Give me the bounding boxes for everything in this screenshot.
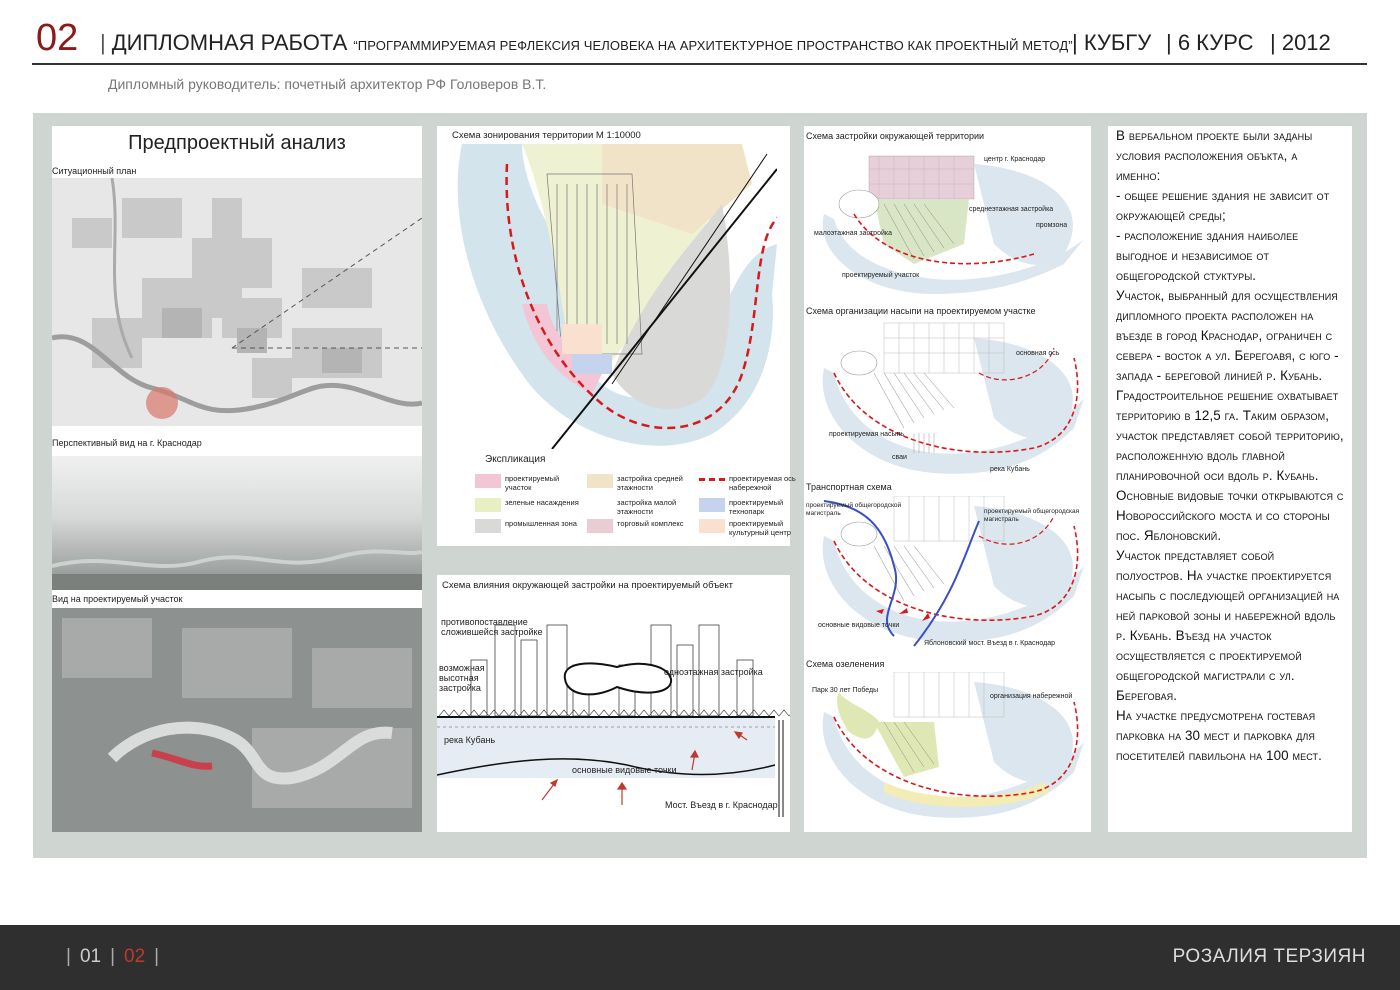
perspective-label: Перспективный вид на г. Краснодар bbox=[52, 438, 202, 448]
divider: | bbox=[154, 946, 160, 967]
year: 2012 bbox=[1281, 30, 1331, 55]
legend-swatch bbox=[475, 474, 501, 488]
course-label bbox=[1166, 30, 1254, 56]
high-rise-label: возможная высотная застройка bbox=[439, 663, 485, 693]
scheme1-industrial: промзона bbox=[1036, 222, 1068, 229]
sheet-title: ДИПЛОМНАЯ РАБОТА bbox=[111, 30, 348, 55]
divider: | bbox=[1270, 30, 1282, 55]
divider: | bbox=[1072, 30, 1084, 55]
scheme2-fill: проектируемая насыпь bbox=[829, 431, 905, 438]
description-paragraph: Участок представляет собой полуостров. На участке проектируется насыпь с последующей организацией на ней парковой зоны и набережной вдоль р. Кубань. Въезд на участок осуществляется с проектируемой общегородской магистрали с ул. Береговая. bbox=[1116, 548, 1340, 703]
legend-label: проектируемый культурный центр bbox=[729, 519, 791, 537]
legend-label: проектируемая ось набережной bbox=[729, 474, 796, 492]
view-points-label: основные видовые точки bbox=[572, 765, 677, 775]
scheme2-river: река Кубань bbox=[990, 466, 1030, 473]
scheme3-bridge: Яблоновский мост. Въезд в г. Краснодар bbox=[924, 640, 1056, 647]
legend-swatch bbox=[587, 474, 613, 488]
legend-label: застройка малой этажности bbox=[617, 498, 677, 516]
scheme3-title: Транспортная схема bbox=[806, 482, 892, 492]
situation-plan-map bbox=[52, 178, 422, 426]
page-2-current[interactable]: 02 bbox=[124, 946, 146, 967]
site-view-label: Вид на проектируемый участок bbox=[52, 594, 183, 604]
divider: | bbox=[100, 30, 106, 55]
divider: | bbox=[110, 946, 116, 967]
legend-label: проектируемый участок bbox=[505, 474, 560, 492]
description-paragraph: В вербальном проекте были заданы условия расположения объкта, а именно: bbox=[1116, 128, 1313, 183]
description-text bbox=[1116, 126, 1344, 766]
sheet-subtitle: “ПРОГРАММИРУЕМАЯ РЕФЛЕКСИЯ ЧЕЛОВЕКА НА АРХИТЕКТУРНОЕ ПРОСТРАНСТВО КАК ПРОЕКТНЫЙ МЕТОД” bbox=[353, 38, 1073, 53]
analysis-heading: Предпроектный анализ bbox=[128, 132, 346, 154]
scheme4-park: Парк 30 лет Победы bbox=[812, 687, 879, 694]
legend-swatch bbox=[699, 498, 725, 512]
supervisor: Дипломный руководитель: почетный архитектор РФ Головеров В.Т. bbox=[108, 76, 547, 92]
author-name: РОЗАЛИЯ ТЕРЗИЯН bbox=[1172, 946, 1366, 967]
legend-swatch bbox=[475, 519, 501, 533]
scheme1-site: проектируемый участок bbox=[842, 272, 920, 279]
scheme2-piles: сваи bbox=[892, 454, 907, 461]
university-label bbox=[1072, 30, 1151, 56]
scheme2-graphic bbox=[804, 318, 1091, 488]
schemes-panel bbox=[804, 126, 1091, 832]
sheet-number: 02 bbox=[36, 17, 79, 59]
description-paragraph: - расположение здания наиболее выгодное и независимое от общегородской стуктуры. bbox=[1116, 228, 1299, 283]
header-rule bbox=[32, 63, 1367, 65]
scheme1-center: центр г. Краснодар bbox=[984, 156, 1046, 163]
title-line bbox=[100, 30, 1073, 59]
scheme3-left: проектируемый общегородской магистраль bbox=[806, 502, 902, 517]
zoning-title: Схема зонирования территории М 1:10000 bbox=[452, 130, 641, 141]
scheme3-points: основные видовые точки bbox=[818, 622, 900, 629]
zoning-map bbox=[452, 144, 777, 449]
zoning-panel bbox=[437, 126, 796, 546]
river-label: река Кубань bbox=[444, 735, 496, 745]
analysis-panel bbox=[52, 126, 422, 832]
scheme1-title: Схема застройки окружающей территории bbox=[806, 131, 985, 141]
pagination bbox=[66, 946, 168, 968]
course: 6 КУРС bbox=[1177, 30, 1254, 55]
influence-diagram bbox=[437, 575, 790, 832]
university: КУБГУ bbox=[1083, 30, 1152, 55]
scheme2-title: Схема организации насыпи на проектируемом участке bbox=[806, 306, 1036, 316]
explication-title: Экспликация bbox=[485, 454, 546, 465]
influence-panel bbox=[437, 575, 790, 832]
opposition-label: противопоставление сложившейся застройке bbox=[441, 617, 543, 637]
scheme3-right: проектируемый общегородская магистраль bbox=[984, 508, 1080, 523]
low-rise-label: одноэтажная застройка bbox=[664, 667, 763, 677]
scheme4-title: Схема озеленения bbox=[806, 659, 885, 669]
city-map-graphic bbox=[52, 178, 422, 426]
scheme4-embankment: организация набережной bbox=[990, 693, 1073, 700]
situation-plan-label: Ситуационный план bbox=[52, 166, 137, 176]
divider: | bbox=[1166, 30, 1178, 55]
description-panel bbox=[1108, 126, 1352, 832]
legend-label: проектируемый технопарк bbox=[729, 498, 784, 516]
divider: | bbox=[66, 946, 71, 967]
scheme1-low: малоэтажная застройка bbox=[814, 230, 892, 237]
scheme1-mid: среднеэтажная застройка bbox=[969, 206, 1054, 213]
description-paragraph: - общее решение здания не зависит от окружающей среды; bbox=[1116, 188, 1330, 223]
page-1-link[interactable]: 01 bbox=[79, 946, 102, 967]
legend-swatch bbox=[475, 498, 501, 512]
scheme2-axis: основная ось bbox=[1016, 350, 1060, 357]
description-paragraph: Участок, выбранный для осуществления дипломного проекта расположен на въезде в город Краснодар, ограничен с севера - восток а ул. Берегоавя, с юго - запада - береговой линией р. Кубань. Градостроительное решение охватывает территорию в 12,5 га. Таким образом, участок представляет собой территорию, расположенную вдоль главной планировочной оси вдоль р. Кубань. Основные видовые точки открываются с Новороссийского моста и со стороны пос. Яблоновский. bbox=[1116, 288, 1344, 543]
perspective-photo bbox=[52, 456, 422, 590]
influence-title: Схема влияния окружающей застройки на проектируемый объект bbox=[442, 580, 734, 591]
site-view-photo bbox=[52, 608, 422, 832]
year-label bbox=[1270, 30, 1331, 56]
legend-label: торговый комплекс bbox=[617, 519, 684, 528]
site-view-photo-graphic bbox=[52, 608, 422, 832]
legend-swatch bbox=[699, 478, 725, 481]
header bbox=[0, 0, 1400, 66]
legend-label: зеленые насаждения bbox=[505, 498, 579, 507]
legend-label: промышленная зона bbox=[505, 519, 577, 528]
bridge-label: Мост. Въезд в г. Краснодар bbox=[665, 800, 778, 810]
footer bbox=[0, 925, 1400, 990]
legend-label: застройка средней этажности bbox=[617, 474, 683, 492]
perspective-photo-graphic bbox=[52, 456, 422, 590]
description-paragraph: На участке предусмотрена гостевая парковка на 30 мест и парковка для посетителей павильона на 100 мест. bbox=[1116, 708, 1322, 763]
legend-swatch bbox=[699, 519, 725, 533]
legend-swatch bbox=[587, 498, 613, 512]
legend-swatch bbox=[587, 519, 613, 533]
